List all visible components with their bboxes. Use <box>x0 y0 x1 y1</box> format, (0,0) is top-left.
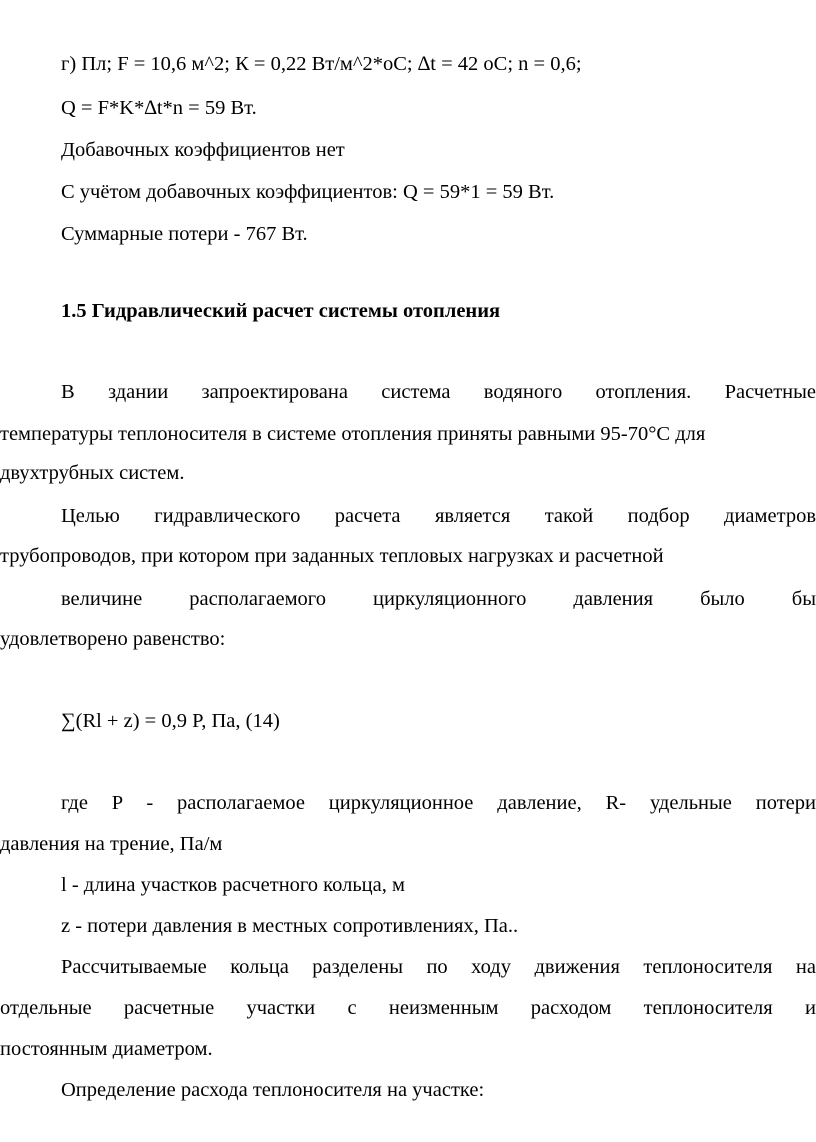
text-line-11: трубопроводов, при котором при заданных тепловых нагрузках и расчетной <box>0 545 664 567</box>
text-line-18: z - потери давления в местных сопротивлениях, Па.. <box>61 915 519 937</box>
text-line-13: удовлетворено равенство: <box>0 628 226 650</box>
text-line-20: отдельные расчетные участки с неизменным расходом теплоносителя и <box>0 997 816 1019</box>
section-heading: 1.5 Гидравлический расчет системы отопления <box>61 300 501 322</box>
text-line-12: величине располагаемого циркуляционного давления было бы <box>61 588 816 610</box>
text-line-8: температуры теплоносителя в системе отопления приняты равными 95-70°C для <box>0 423 706 445</box>
text-line-22: Определение расхода теплоносителя на участке: <box>61 1079 485 1101</box>
text-line-16: давления на трение, Па/м <box>0 833 223 855</box>
text-line-4: С учётом добавочных коэффициентов: Q = 59*1 = 59 Вт. <box>61 181 555 203</box>
text-line-3: Добавочных коэффициентов нет <box>61 139 345 161</box>
text-line-21: постоянным диаметром. <box>0 1038 213 1060</box>
text-line-10: Целью гидравлического расчета является такой подбор диаметров <box>61 505 816 527</box>
text-line-19: Рассчитываемые кольца разделены по ходу движения теплоносителя на <box>61 956 816 978</box>
text-line-17: l - длина участков расчетного кольца, м <box>61 874 405 896</box>
text-line-7: В здании запроектирована система водяного отопления. Расчетные <box>61 381 816 403</box>
text-line-15: где P - располагаемое циркуляционное давление, R- удельные потери <box>61 792 816 814</box>
text-line-1: г) Пл; F = 10,6 м^2; К = 0,22 Вт/м^2*оС; ∆t = 42 оС; n = 0,6; <box>61 53 582 75</box>
text-line-9: двухтрубных систем. <box>0 462 185 484</box>
text-line-2: Q = F*K*∆t*n = 59 Вт. <box>61 97 257 119</box>
formula-14: ∑(Rl + z) = 0,9 P, Па, (14) <box>61 710 280 732</box>
text-line-5: Суммарные потери - 767 Вт. <box>61 223 308 245</box>
